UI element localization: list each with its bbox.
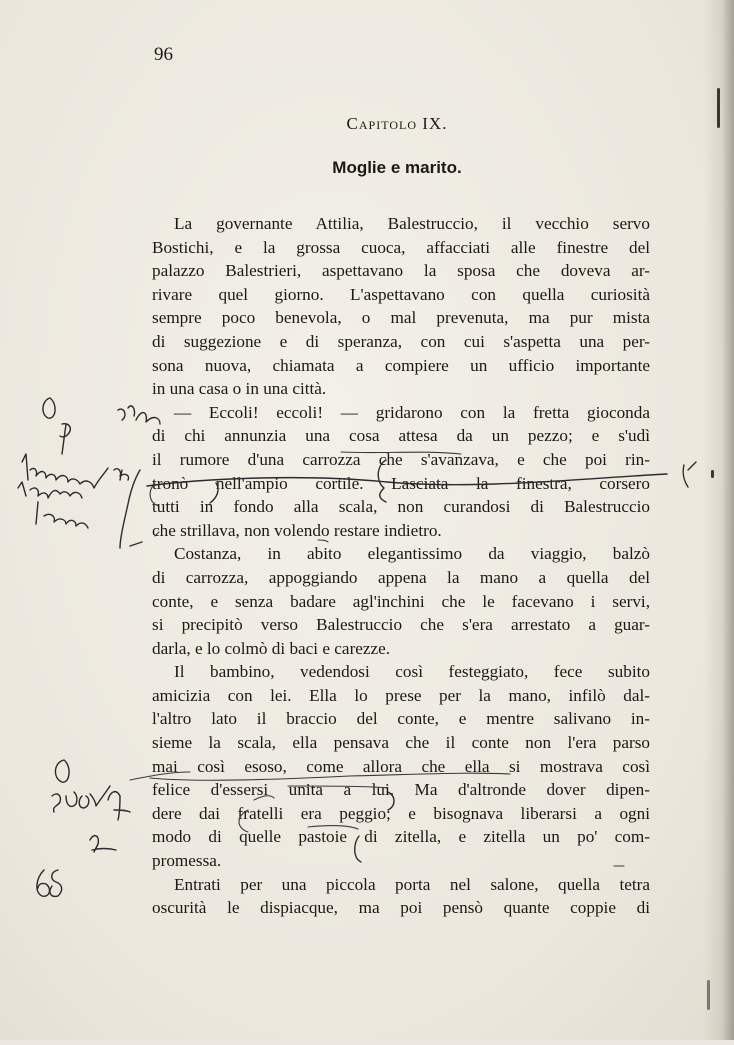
text-line: il rumore d'una carrozza che s'avanzava, e che poi rin- — [152, 449, 650, 469]
text-line: Entrati per una piccola porta nel salone, quella tetra — [174, 874, 650, 894]
page-edge-shadow — [704, 0, 734, 1040]
text-line: sieme la scala, ella pensava che il conte non l'era parso — [152, 733, 650, 753]
text-line: modo di quelle pastoie di zitella, e zitella un po' com- — [152, 827, 650, 847]
handwriting-stroke — [18, 482, 82, 498]
text-line: di chi annunzia una cosa attesa da un pezzo; e s'udì — [152, 426, 650, 446]
page-number: 96 — [154, 44, 173, 65]
text-line: La governante Attilia, Balestruccio, il vecchio servo — [174, 214, 650, 233]
text-line: darla, e lo colmò di baci e carezze. — [152, 638, 391, 658]
text-line: amicizia con lei. Ella lo prese per la mano, infilò dal- — [152, 685, 650, 705]
handwriting-stroke — [22, 454, 108, 488]
handwriting-stroke — [43, 398, 55, 418]
handwriting-stroke — [55, 760, 69, 782]
handwriting-stroke — [60, 424, 70, 454]
text-line: felice d'essersi unita a lui. Ma d'altronde dover dipen- — [152, 780, 650, 800]
text-line: Il bambino, vedendosi così festeggiato, fece subito — [174, 662, 650, 682]
text-line: sempre poco benevola, o mal prevenuta, ma pur mista — [152, 308, 650, 328]
text-line: in una casa o in una città. — [152, 379, 327, 399]
chapter-prefix: Capitolo — [346, 114, 417, 133]
edge-mark — [707, 980, 710, 1010]
text-line: che strillava, non volendo restare indietro. — [152, 520, 442, 540]
text-line: Bostichi, e la grossa cuoca, affacciati alle finestre del — [152, 237, 650, 257]
text-line: tutti in fondo alla scala, non curandosi di Balestruccio — [152, 497, 650, 517]
handwriting-stroke — [683, 462, 696, 487]
text-line: promessa. — [152, 851, 222, 871]
text-line: mai così esoso, come allora che ella si mostrava così — [152, 756, 650, 776]
handwriting-stroke — [114, 469, 129, 480]
chapter-heading — [0, 114, 734, 134]
text-line: sona nuova, chiamata a compiere un ufficio importante — [152, 355, 650, 375]
handwriting-stroke — [37, 870, 62, 896]
text-line: palazzo Balestrieri, aspettavano la sposa che doveva ar- — [152, 261, 650, 281]
text-line: di carrozza, appoggiando appena la mano a quella del — [152, 567, 650, 587]
handwriting-stroke — [36, 502, 88, 528]
handwriting-stroke — [52, 786, 110, 812]
handwriting-stroke — [108, 792, 130, 820]
text-line: conte, e senza badare agl'inchini che le facevano i servi, — [152, 591, 650, 611]
text-line: tronò nell'ampio cortile. Lasciata la finestra, corsero — [152, 473, 650, 493]
chapter-numeral: IX. — [422, 114, 448, 133]
text-line: di suggezione e di speranza, con cui s'aspetta una per- — [152, 331, 650, 351]
text-line: dere dai fratelli era peggio; e bisognava liberarsi a ogni — [152, 803, 650, 823]
text-line: rivare quel giorno. L'aspettavano con quella curiosità — [152, 284, 650, 304]
text-line: si precipitò verso Balestruccio che s'era arrestato a guar- — [152, 615, 650, 635]
edge-mark — [711, 470, 714, 478]
margin-bracket-line — [120, 470, 140, 548]
body-text — [152, 212, 650, 920]
text-line: Costanza, in abito elegantissimo da viaggio, balzò — [174, 544, 650, 564]
handwriting-stroke — [130, 542, 142, 546]
text-line: — Eccoli! eccoli! — gridarono con la fretta gioconda — [174, 402, 650, 422]
text-line: l'altro lato il braccio del conte, e mentre salivano in- — [152, 709, 650, 729]
handwriting-stroke — [90, 836, 116, 852]
chapter-title: Moglie e marito. — [332, 158, 462, 177]
text-line: oscurità le dispiacque, ma poi pensò quante coppie di — [152, 898, 650, 918]
